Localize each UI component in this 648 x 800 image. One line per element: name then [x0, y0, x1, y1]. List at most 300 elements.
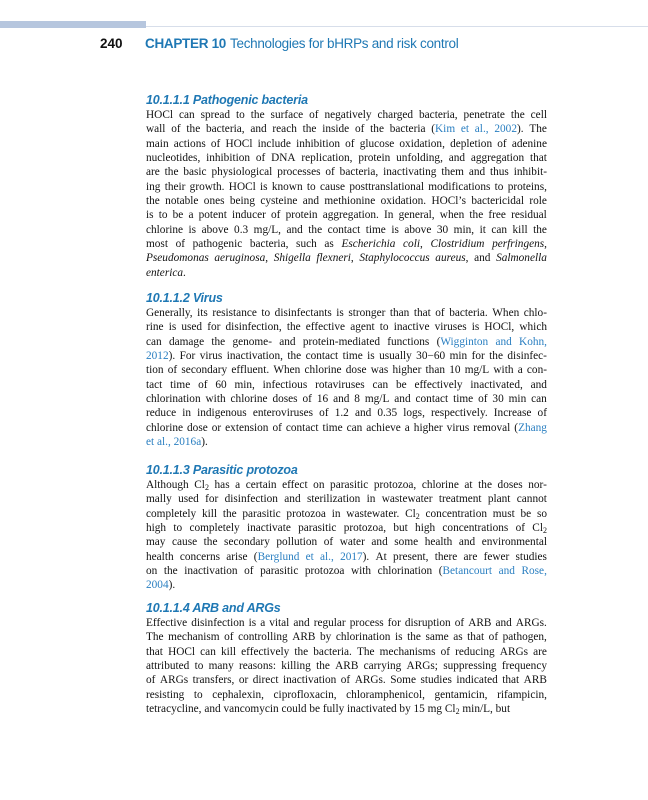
word — [307, 180, 316, 194]
word — [379, 349, 412, 363]
text-run: is — [248, 617, 257, 629]
text-run: potent — [198, 209, 227, 222]
word — [367, 492, 376, 506]
text-run: doses — [497, 479, 523, 491]
text-run: that — [467, 631, 485, 644]
text-run: inactive — [393, 321, 430, 334]
subscript: 2 — [455, 707, 460, 717]
text-run: be — [395, 378, 407, 391]
word — [313, 645, 352, 659]
text-run: functions — [387, 335, 430, 348]
text-run: gentamicin, — [434, 688, 488, 701]
text-run: contact — [327, 223, 361, 236]
word — [428, 180, 490, 194]
word — [253, 673, 279, 687]
word — [199, 208, 227, 222]
text-run: sterilization — [306, 493, 361, 506]
word — [471, 151, 524, 165]
word — [146, 378, 162, 392]
word — [407, 659, 438, 673]
text-line — [146, 223, 547, 237]
text-run: reduce — [146, 407, 177, 420]
text-run: and — [302, 195, 320, 208]
text-run: of — [175, 238, 186, 251]
text-run: oxidation, — [399, 137, 445, 150]
word — [198, 378, 207, 392]
text-run: inhibition — [296, 137, 340, 150]
text-run: by — [320, 631, 332, 644]
word — [180, 550, 220, 564]
word — [414, 421, 443, 435]
word — [211, 165, 272, 179]
citation-link[interactable]: al., — [474, 123, 489, 136]
text-run: it — [479, 223, 486, 236]
word — [450, 349, 468, 363]
text-run: reach — [272, 123, 297, 136]
text-run: and — [530, 378, 547, 391]
word — [519, 320, 547, 334]
word — [459, 535, 475, 549]
word — [232, 335, 272, 349]
text-run: usually — [379, 350, 412, 363]
word — [146, 151, 200, 165]
text-line — [146, 435, 547, 449]
word — [529, 122, 547, 136]
text-run: cause — [319, 180, 346, 193]
text-run: or — [211, 421, 222, 434]
word — [531, 392, 547, 406]
text-run: inhibition — [206, 152, 251, 165]
word — [146, 306, 193, 320]
word — [366, 223, 386, 237]
text-run: for — [471, 350, 485, 363]
word — [225, 137, 252, 151]
word — [164, 564, 178, 578]
word — [274, 251, 311, 265]
text-run: ( — [436, 335, 441, 348]
text-run: ARB — [335, 660, 359, 673]
word — [314, 616, 346, 630]
word — [260, 616, 265, 630]
text-run: and — [458, 536, 476, 549]
text-run: of — [488, 631, 499, 644]
word — [146, 237, 168, 251]
text-run: of — [146, 674, 156, 687]
word — [287, 349, 301, 363]
word — [256, 151, 265, 165]
text-run: inactivate — [246, 522, 291, 535]
word — [493, 363, 513, 377]
word — [258, 137, 291, 151]
text-run: higher — [413, 421, 443, 434]
text-run: is — [260, 180, 268, 193]
italic-text: Staphylococcus — [359, 252, 430, 265]
text-run: protein — [285, 209, 318, 222]
word — [390, 122, 426, 136]
word — [174, 137, 206, 151]
text-line — [146, 122, 547, 136]
citation-link[interactable]: 2017 — [340, 550, 363, 563]
text-run: Generally, — [146, 307, 193, 319]
word — [146, 165, 160, 179]
word — [431, 122, 455, 136]
word — [180, 349, 196, 363]
citation-link[interactable]: Wigginton — [440, 335, 489, 348]
word — [426, 507, 487, 521]
text-run: studies — [420, 674, 452, 687]
text-line — [146, 673, 547, 687]
text-run: with — [493, 364, 514, 377]
text-run: DNA — [271, 152, 296, 165]
word — [247, 521, 291, 535]
text-run: 16 — [316, 393, 329, 406]
word — [350, 320, 374, 334]
text-run: the — [308, 223, 323, 236]
citation-link[interactable]: al., — [156, 436, 171, 449]
text-run: chloramphenicol, — [346, 688, 425, 701]
word — [453, 392, 473, 406]
word — [284, 492, 300, 506]
text-run: wastewater. — [346, 507, 400, 520]
citation-link[interactable]: 2012 — [146, 350, 169, 363]
text-run: with — [205, 393, 226, 406]
word — [492, 306, 519, 320]
text-run: above — [404, 223, 432, 236]
text-run: known — [271, 180, 303, 193]
text-run: virus — [446, 421, 470, 434]
word — [204, 702, 220, 716]
text-line — [146, 208, 547, 222]
word — [209, 659, 234, 673]
text-run: chlorination — [146, 393, 201, 406]
text-run: so — [536, 507, 547, 520]
word — [305, 564, 345, 578]
word — [215, 378, 226, 392]
text-run: penetrate — [463, 109, 505, 121]
text-run: for — [387, 617, 401, 629]
text-run: the — [146, 195, 160, 208]
word — [272, 180, 303, 194]
word — [146, 208, 154, 222]
text-run: reasons: — [239, 660, 277, 673]
text-run: cause — [172, 536, 198, 549]
word — [206, 151, 250, 165]
text-run: at — [464, 479, 473, 491]
citation-link[interactable]: Zhang — [518, 421, 547, 434]
text-run: thus — [490, 166, 509, 179]
citation-link[interactable]: and — [495, 335, 512, 348]
word — [184, 564, 237, 578]
citation-link[interactable]: Rose, — [521, 565, 547, 578]
word — [512, 137, 547, 151]
text-run: surface — [270, 109, 304, 121]
text-run: chlo- — [523, 307, 547, 319]
word — [239, 673, 248, 687]
word — [244, 564, 253, 578]
subscript: 2 — [542, 526, 547, 536]
word — [378, 564, 433, 578]
text-run: a — [517, 364, 523, 377]
text-run: direct — [252, 674, 279, 687]
text-run: the — [294, 645, 309, 658]
citation-link[interactable]: al., — [320, 550, 334, 563]
citation-link[interactable]: and — [498, 565, 515, 578]
word — [236, 108, 245, 122]
word — [495, 180, 504, 194]
word — [171, 122, 180, 136]
word — [286, 421, 319, 435]
section-heading: 10.1.1.2 Virus — [146, 291, 223, 305]
text-run: mg/L — [364, 393, 390, 406]
text-run: doses — [272, 393, 298, 406]
word — [146, 108, 173, 122]
citation-link[interactable]: et — [146, 436, 155, 449]
text-run: cannot — [516, 493, 547, 506]
text-run: time — [322, 421, 343, 434]
word — [489, 349, 503, 363]
text-run: disinfec- — [507, 350, 547, 363]
citation-link[interactable]: Berglund — [257, 550, 300, 563]
text-run: the — [407, 631, 421, 644]
citation-link[interactable]: et — [305, 550, 314, 563]
text-run: of — [435, 307, 445, 319]
word — [260, 194, 297, 208]
word — [328, 223, 361, 237]
word — [307, 492, 360, 506]
text-run: methionine — [324, 195, 376, 208]
word — [303, 194, 319, 208]
text-run: 0.35 — [377, 407, 398, 420]
word — [407, 630, 421, 644]
text-line — [146, 630, 547, 644]
text-run: . — [183, 266, 186, 279]
text-run: fully — [322, 703, 345, 716]
word — [394, 320, 430, 334]
word — [146, 535, 165, 549]
text-run: transfers, — [192, 674, 235, 687]
text-run: to — [494, 180, 504, 193]
text-run: respectively. — [431, 407, 488, 420]
text-run: some — [394, 536, 419, 549]
text-run: are — [533, 645, 547, 658]
word — [396, 151, 443, 165]
text-line — [146, 478, 547, 492]
word — [205, 492, 218, 506]
text-run: charged — [377, 109, 414, 121]
citation-link[interactable]: Kohn, — [519, 335, 547, 348]
word — [200, 349, 223, 363]
word — [346, 363, 367, 377]
text-run: contact — [305, 350, 339, 363]
word — [492, 237, 547, 251]
word — [374, 478, 416, 492]
word — [390, 673, 416, 687]
word — [527, 363, 547, 377]
word — [478, 392, 487, 406]
text-run: be — [520, 507, 532, 520]
word — [325, 108, 372, 122]
citation-link[interactable]: 2016a — [173, 436, 202, 449]
text-run: spread — [200, 109, 231, 121]
word — [517, 492, 547, 506]
word — [293, 616, 309, 630]
word — [464, 108, 505, 122]
italic-text: coli — [403, 238, 420, 251]
word — [442, 521, 508, 535]
text-run: When — [492, 307, 520, 319]
word — [435, 251, 468, 265]
word — [225, 492, 278, 506]
word — [193, 673, 235, 687]
word — [455, 616, 464, 630]
word — [497, 688, 547, 702]
citation-link[interactable]: 2002 — [494, 123, 517, 136]
word — [324, 535, 333, 549]
text-run: ARB — [468, 617, 492, 629]
text-run: and — [250, 123, 267, 136]
word — [202, 507, 217, 521]
text-run: proteins, — [507, 180, 547, 193]
word — [298, 521, 336, 535]
word — [146, 616, 187, 630]
word — [350, 616, 384, 630]
text-line — [146, 688, 547, 702]
text-run: the — [287, 350, 302, 363]
word — [521, 564, 546, 578]
text-line — [146, 237, 547, 251]
word — [514, 165, 547, 179]
text-run: The — [529, 123, 547, 136]
text-run: the — [489, 350, 503, 363]
text-run: HOCl — [168, 645, 196, 658]
word — [399, 702, 410, 716]
word — [473, 421, 510, 435]
word — [480, 223, 486, 237]
word — [146, 251, 209, 265]
word — [376, 550, 387, 564]
word — [437, 335, 489, 349]
word — [456, 673, 497, 687]
text-run: stronger — [348, 307, 386, 319]
word — [384, 208, 393, 222]
citation-link[interactable]: Kim — [435, 123, 456, 136]
text-run: effectively — [414, 378, 463, 391]
word — [320, 630, 331, 644]
text-run: processes — [277, 166, 321, 179]
text-run: high — [146, 522, 167, 535]
section-heading: 10.1.1.1 Pathogenic bacteria — [146, 93, 308, 107]
text-run: removal — [473, 421, 511, 434]
citation-link[interactable]: et — [460, 123, 470, 136]
word — [435, 320, 467, 334]
text-line — [146, 507, 547, 521]
word — [341, 237, 395, 251]
text-run: and — [293, 617, 310, 629]
word — [241, 645, 289, 659]
text-run: Cl — [532, 522, 543, 535]
text-run: ( — [438, 565, 443, 578]
word — [194, 478, 209, 492]
word — [495, 616, 511, 630]
text-run: of — [244, 565, 254, 578]
text-run: time — [453, 393, 474, 406]
word — [494, 406, 532, 420]
word — [428, 702, 442, 716]
text-line — [146, 492, 547, 506]
word — [296, 237, 317, 251]
text-run: agent — [350, 321, 375, 334]
text-run: replication, — [301, 152, 353, 165]
word — [146, 137, 169, 151]
word — [335, 406, 349, 420]
italic-text: flexneri — [316, 252, 351, 265]
word — [416, 349, 445, 363]
text-line — [146, 645, 547, 659]
text-run: than — [425, 364, 445, 377]
text-line — [146, 521, 547, 535]
section-body — [146, 616, 547, 716]
word — [528, 478, 547, 492]
word — [165, 165, 179, 179]
word — [146, 507, 196, 521]
word — [344, 521, 386, 535]
text-line — [146, 564, 547, 578]
text-run: role — [529, 195, 547, 208]
text-run: notable — [165, 195, 199, 208]
text-run: Some — [390, 674, 416, 687]
word — [530, 151, 547, 165]
text-run: the — [469, 209, 484, 222]
text-run: 10 — [449, 364, 461, 377]
word — [168, 363, 177, 377]
text-run: that — [529, 152, 547, 165]
word — [443, 659, 496, 673]
text-run: chlorine — [146, 223, 184, 236]
italic-text: Escherichia — [341, 238, 396, 251]
text-run: the — [222, 507, 237, 520]
word — [169, 335, 204, 349]
word — [333, 392, 349, 406]
text-run: of — [454, 617, 465, 629]
text-run: tetracycline, — [146, 703, 202, 716]
text-run: The — [356, 645, 375, 658]
word — [387, 335, 429, 349]
word — [435, 306, 444, 320]
word — [250, 237, 289, 251]
word — [492, 392, 503, 406]
word — [370, 122, 384, 136]
text-run: dose — [345, 364, 367, 377]
text-line — [146, 349, 547, 363]
word — [146, 478, 189, 492]
citation-link[interactable]: 2004 — [146, 579, 169, 592]
text-run: growth. — [189, 180, 225, 193]
word — [355, 673, 386, 687]
text-run: to — [236, 109, 245, 121]
word — [425, 630, 448, 644]
running-header — [100, 36, 458, 51]
word — [206, 122, 245, 136]
word — [499, 564, 515, 578]
word — [191, 616, 244, 630]
word — [490, 165, 509, 179]
text-run: treatment — [438, 493, 482, 506]
word — [516, 550, 547, 564]
word — [532, 521, 547, 535]
word — [414, 378, 462, 392]
word — [207, 320, 220, 334]
citation-link[interactable]: Betancourt — [442, 565, 493, 578]
